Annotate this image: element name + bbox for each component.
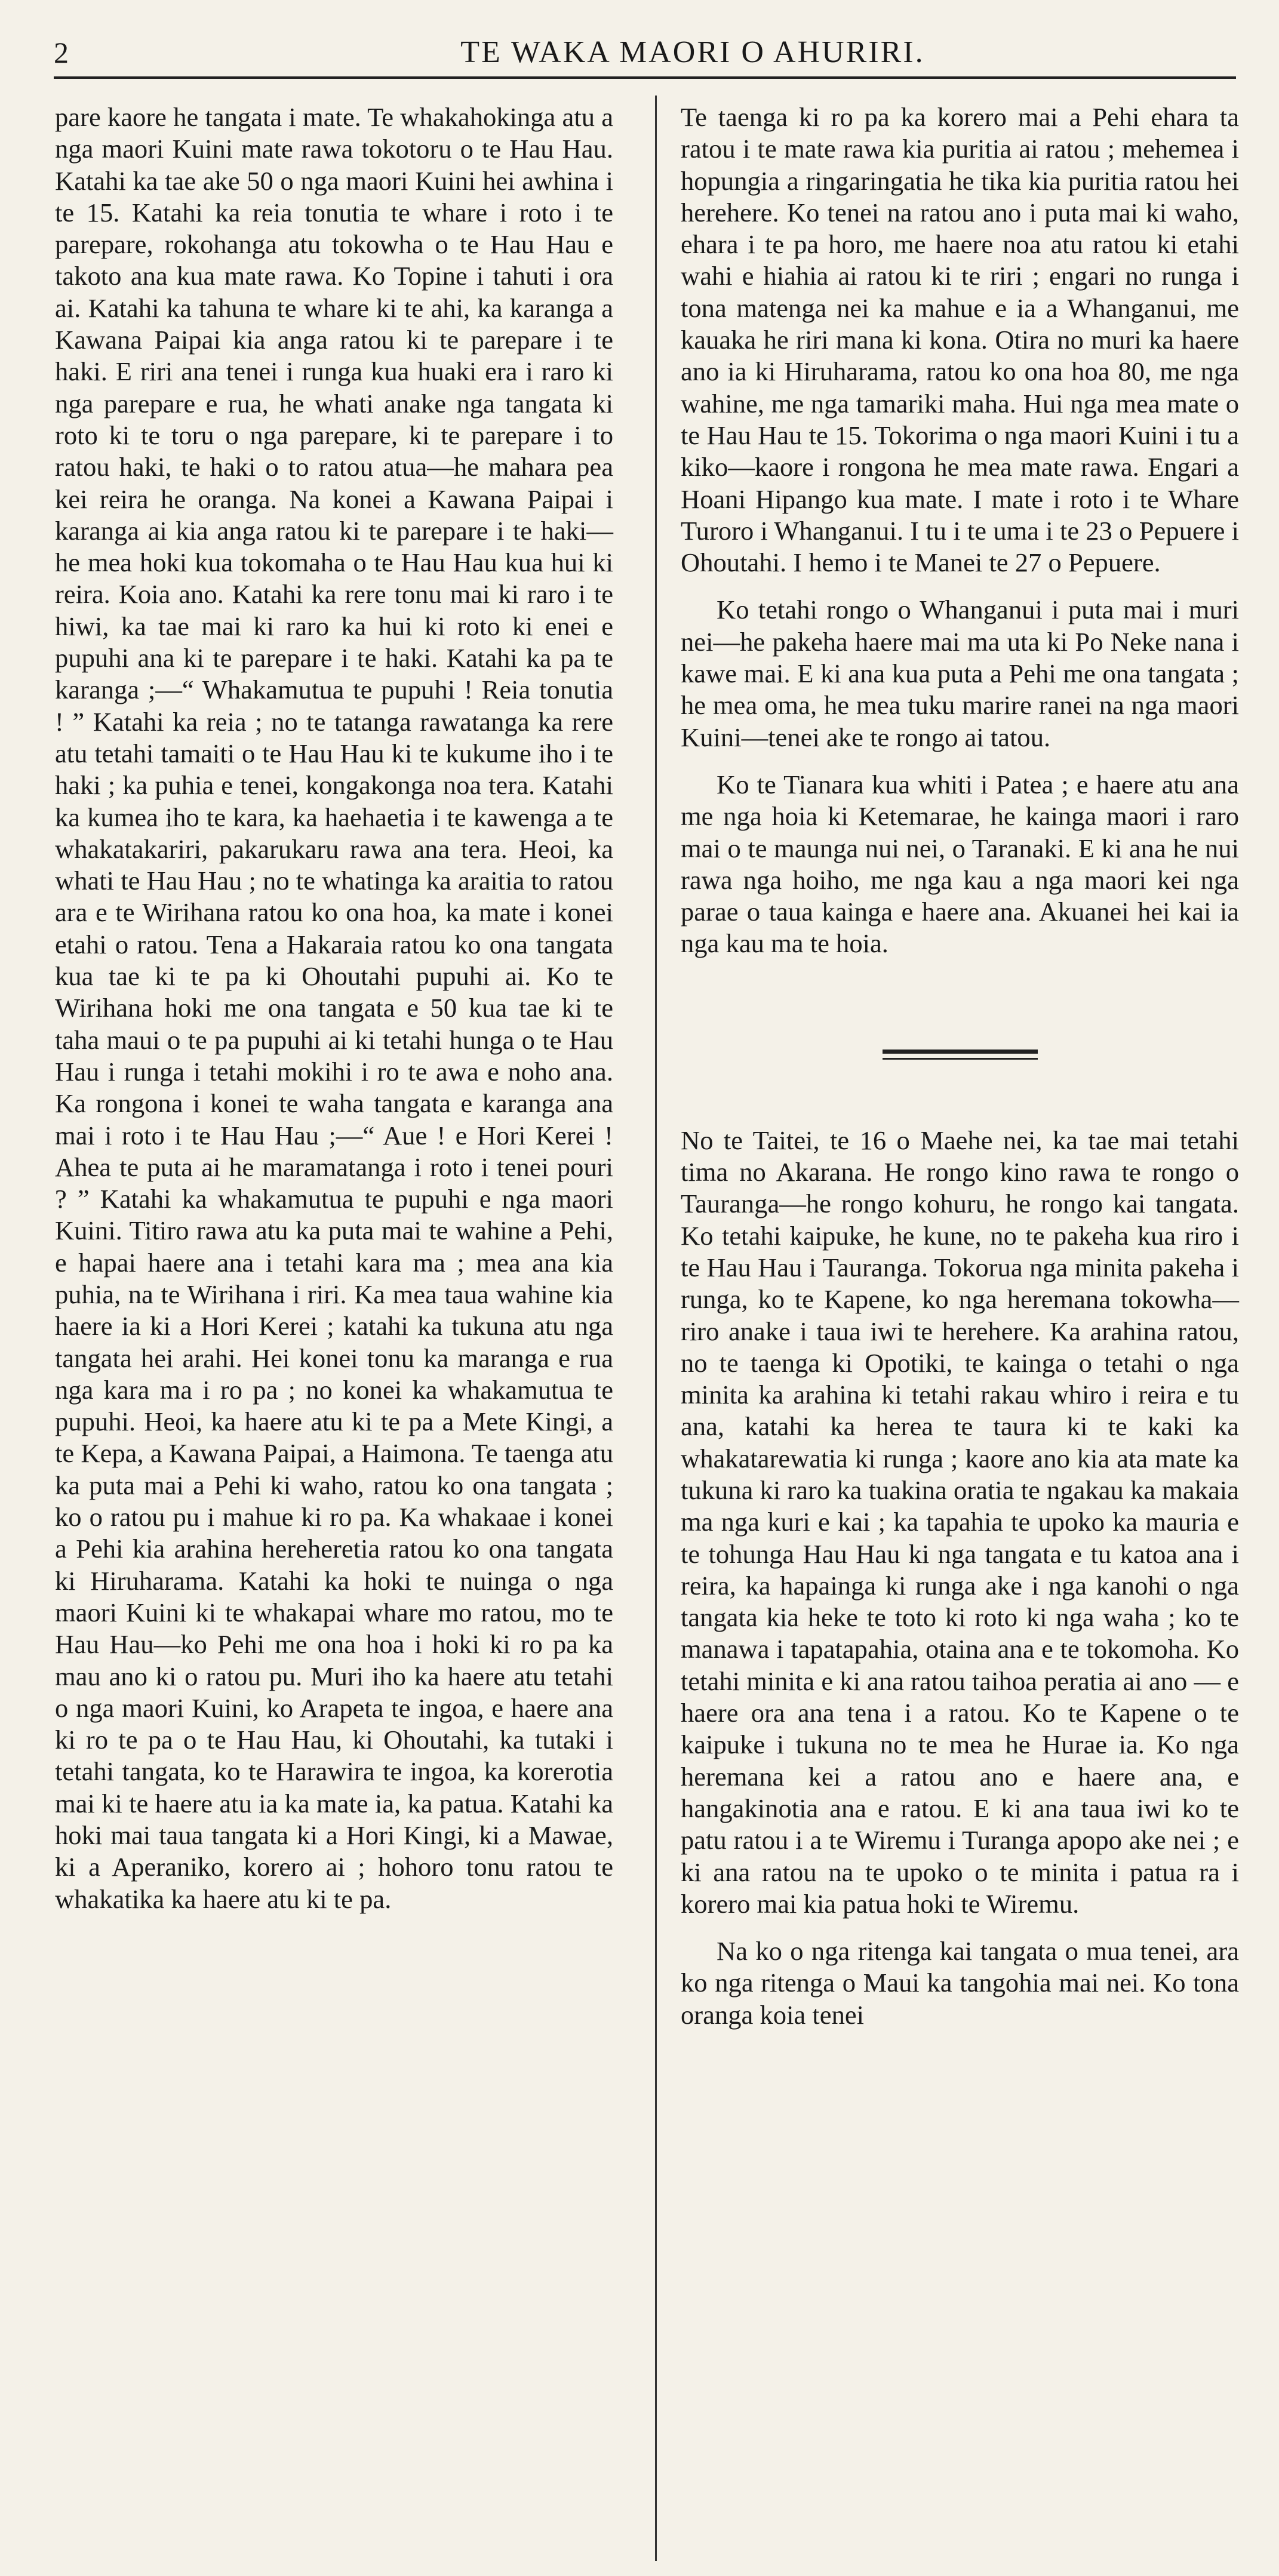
- article-paragraph: Ko te Tianara kua whiti i Patea ; e haere atu ana me nga hoia ki Ketemarae, he kainga maori i raro mai o te maunga nui nei, o Taranaki. E ki ana he nui rawa nga hoiho, me nga kau a nga maori kei nga parae o taua kainga e haere ana. Akuanei hei kai ia nga kau ma te hoia.: [681, 769, 1239, 959]
- article-paragraph: Te taenga ki ro pa ka korero mai a Pehi ehara ta ratou i te mate rawa kia puritia ai ratou ; mehemea i hopungia a ringaringatia he tika kia puritia ratou hei herehere. Ko tenei na ratou ano i puta mai ki waho, ehara i te pa horo, me haere noa atu ratou ki etahi wahi e hiahia ai ratou ki te riri ; engari no runga i tona matenga nei ka mahue e ia a Whanganui, me kauaka he riri mana ki kona. Otira no muri ka haere ano ia ki Hiruharama, ratou ko ona hoa 80, me nga wahine, me nga tamariki maha. Hui nga mea mate o te Hau Hau te 15. Tokorima o nga maori Kuini i tu a kiko—kaore i rongona he mea mate rawa. Engari a Hoani Hipango kua mate. I mate i roto i te Whare Turoro i Whanganui. I tu i te uma i te 23 o Pepuere i Ohoutahi. I hemo i te Manei te 27 o Pepuere.: [681, 102, 1239, 578]
- running-title: TE WAKA MAORI O AHURIRI.: [460, 35, 925, 69]
- article-paragraph: pare kaore he tangata i mate. Te whakahokinga atu a nga maori Kuini mate rawa tokotoru o te Hau Hau. Katahi ka tae ake 50 o nga maori Kuini hei awhina i te 15. Katahi ka reia tonutia te whare i roto i te parepare, rokohanga atu tokowha o te Hau Hau e takoto ana kua mate rawa. Ko Topine i tahuti i ora ai. Katahi ka tahuna te whare ki te ahi, ka karanga a Kawana Paipai kia anga ratou ki te parepare i te haki. E riri ana tenei i runga kua huaki era i raro ki nga parepare e rua, he whati anake nga tangata ki roto ki te toru o nga parepare, ki te parepare i to ratou haki, te haki o to ratou atua—he mahara pea kei reira he oranga. Na konei a Kawana Paipai i karanga ai kia anga ratou ki te parepare i te haki—he mea hoki kua tokomaha o te Hau Hau kua hui ki reira. Koia ano. Katahi ka rere tonu mai ki raro i te hiwi, ka tae mai ki raro ka hui ki roto ki enei e pupuhi ana ki te parepare i te haki. Katahi ka pa te karanga ;—“ Whakamutua te pupuhi ! Reia tonutia ! ” Katahi ka reia ; no te tatanga rawatanga ka rere atu tetahi tamaiti o te Hau Hau ki te kukume iho i te haki ; ka puhia e tenei, kongakonga noa tera. Katahi ka kumea iho te kara, ka haehaetia i te kawenga a te whakatakariri, pakarukaru rawa ana tera. Heoi, ka whati te Hau Hau ; no te whatinga ka araitia to ratou ara e te Wirihana ratou ko ona hoa, ka mate i konei etahi o ratou. Tena a Hakaraia ratou ko ona tangata kua tae ki te pa ki Ohoutahi pupuhi ai. Ko te Wirihana hoki me ona tangata e 50 kua tae ki te taha maui o te pa pupuhi ai ki tetahi hunga o te Hau Hau i runga i tetahi mokihi i ro te awa e noho ana. Ka rongona i konei te waha tangata e karanga ana mai i roto i te Hau Hau ;—“ Aue ! e Hori Kerei ! Ahea te puta ai he maramatanga i roto i tenei pouri ? ” Katahi ka whakamutua te pupuhi e nga maori Kuini. Titiro rawa atu ka puta mai te wahine a Pehi, e hapai haere ana i tetahi kara ma ; mea ana kia puhia, na te Wirihana i riri. Ka mea taua wahine kia haere ia ki a Hori Kerei ; katahi ka tukuna atu nga tangata hei arahi. Hei konei tonu ka maranga e rua nga kara ma i ro pa ; no konei ka whakamutua te pupuhi. Heoi, ka haere atu ki te pa a Mete Kingi, a te Kepa, a Kawana Paipai, a Haimona. Te taenga atu ka puta mai a Pehi ki waho, ratou ko ona tangata ; ko o ratou pu i mahue ki ro pa. Ka whakaae i konei a Pehi kia arahina hereheretia ratou ko ona tangata ki Hiruharama. Katahi ka hoki te nuinga o nga maori Kuini ki te whakapai whare mo ratou, mo te Hau Hau—ko Pehi me ona hoa i hoki ki ro pa ka mau ano ki o ratou pu. Muri iho ka haere atu tetahi o nga maori Kuini, ko Arapeta te ingoa, e haere ana ki ro te pa o te Hau Hau, ki Ohoutahi, ka tutaki i tetahi tangata, ko te Harawira te ingoa, ka korerotia mai ki te haere atu ia ka mate ia, ka patua. Katahi ka hoki mai taua tangata ki a Hori Kingi, ki a Mawae, ki a Aperaniko, korero ai ; hohoro tonu ratou te whakatika ka haere atu ki te pa.: [55, 102, 613, 1914]
- article-paragraph: No te Taitei, te 16 o Maehe nei, ka tae mai tetahi tima no Akarana. He rongo kino rawa te rongo o Tauranga—he rongo kohuru, he rongo kai tangata. Ko tetahi kaipuke, he kune, no te pakeha kua riro i te Hau Hau i Tauranga. Tokorua nga minita pakeha i runga, ko te Kapene, ko nga heremana tokowha—riro anake i taua iwi te herehere. Ka arahina ratou, no te taenga ki Opotiki, te kainga o tetahi o nga minita ka arahina ki tetahi rakau whiro i reira e tu ana, katahi ka herea te taura ki te kaki ka whakatarewatia ki runga ; kaore ano kia ata mate ka tukuna ki raro ka tuakina oratia te ngakau ka makaia ma nga kuri e kai ; ka tapahia te upoko ka mauria e te tohunga Hau Hau ki nga tangata e tu katoa ana i reira, ka hapainga ki runga ake i nga kanohi o nga tangata kia heke te toto ki roto ki nga waha ; ko te manawa i tapatapahia, otaina ana e te tokomoha. Ko tetahi minita e ki ana ratou taihoa peratia ai ano — e haere ora ana tena i a ratou. Ko te Kapene o te kaipuke i tukuna no te mea he Hurae ia. Ko nga heremana kei a ratou ano e haere ana, e hangakinotia ana e ratou. E ki ana taua iwi ko te patu ratou i a te Wiremu i Turanga apopo ake nei ; e ki ana ratou na te upoko o te minita i patua ra i korero mai kia patua hoki te Wiremu.: [681, 1125, 1239, 1919]
- page-header: [54, 35, 1236, 79]
- article-paragraph: Na ko o nga ritenga kai tangata o mua tenei, ara ko nga ritenga o Maui ka tangohia mai nei. Ko tona oranga koia tenei: [681, 1936, 1239, 2030]
- right-column: [681, 101, 1239, 2031]
- column-divider: [655, 96, 657, 2561]
- article-paragraph: Ko tetahi rongo o Whanganui i puta mai i muri nei—he pakeha haere mai ma uta ki Po Neke nana i kawe mai. E ki ana kua puta a Pehi me ona tangata ; he mea oma, he mea tuku marire ranei na nga maori Kuini—tenei ake te rongo ai tatou.: [681, 595, 1239, 752]
- page-number: 2: [54, 36, 69, 69]
- left-column: [55, 101, 613, 1915]
- section-separator-rule: [883, 1050, 1038, 1063]
